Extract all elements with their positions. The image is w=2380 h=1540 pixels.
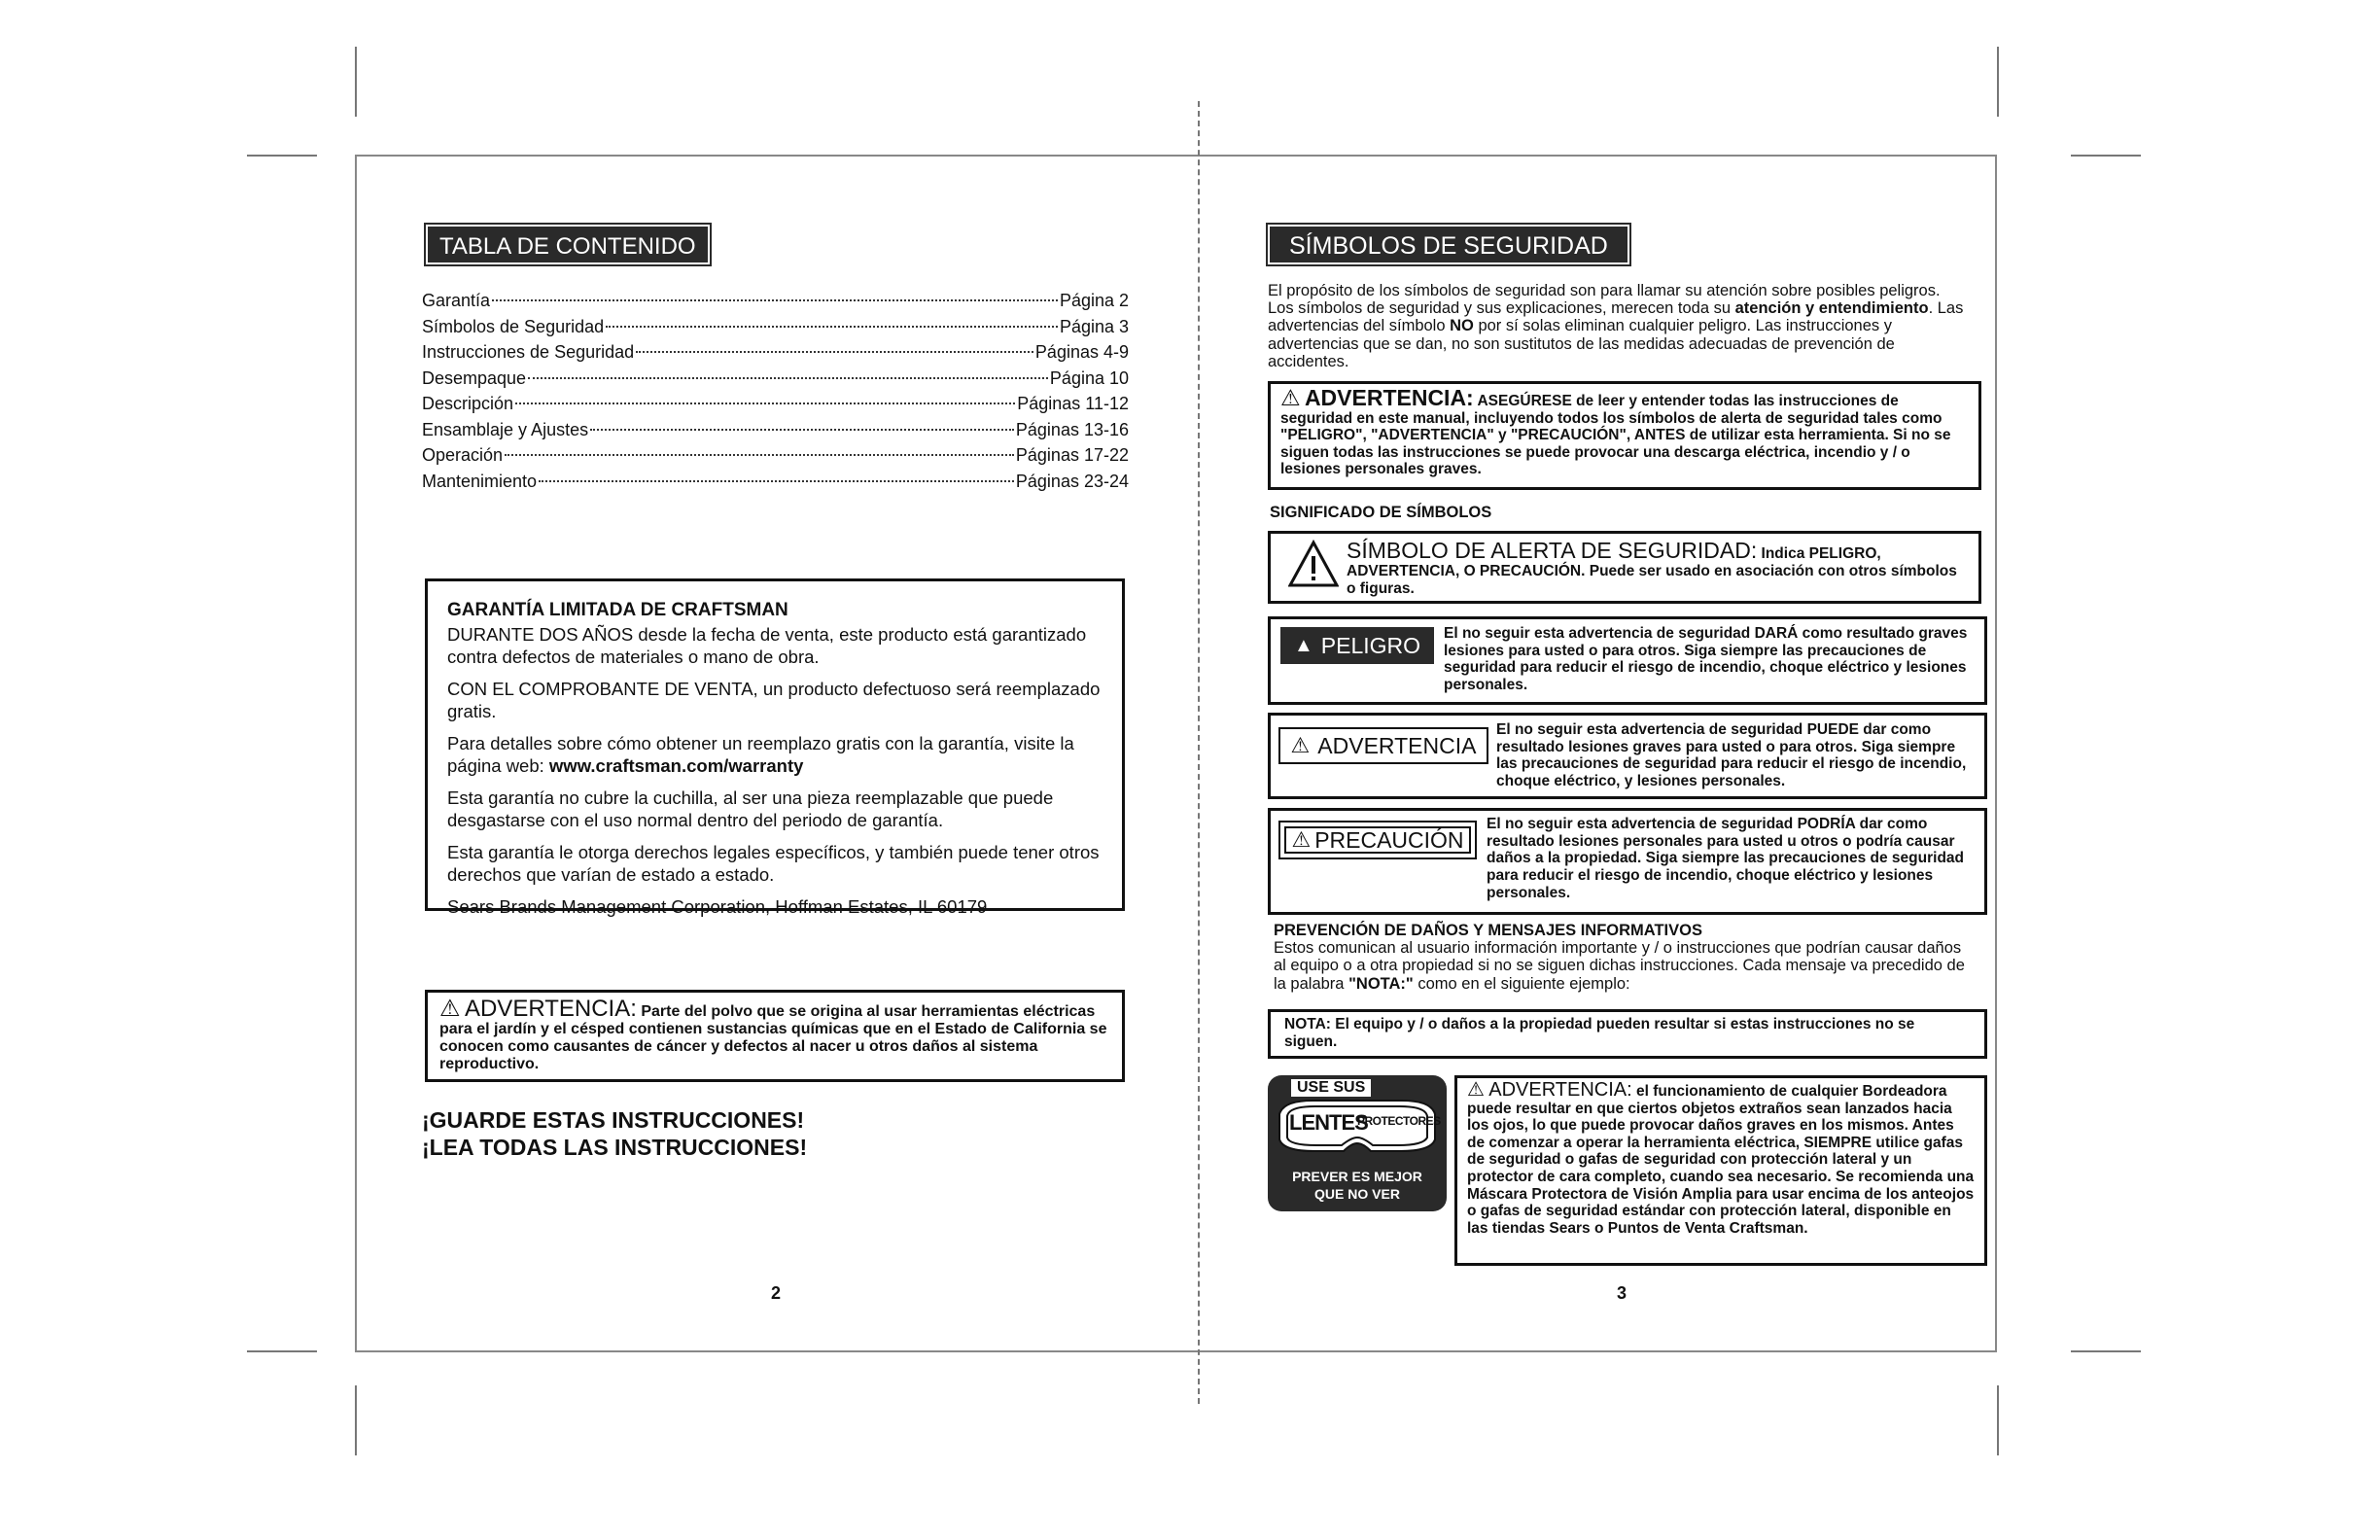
crop-mark <box>247 1350 317 1352</box>
warning-description: El no seguir esta advertencia de seguridad PUEDE dar como resultado lesiones graves para usted o para otros. Siga siempre las precauciones de seguridad para reducir el riesgo de incendio, choque eléctrico, y lesiones personales. <box>1496 721 1967 790</box>
read-instructions-line: ¡LEA TODAS LAS INSTRUCCIONES! <box>422 1135 808 1160</box>
warranty-box <box>425 578 1125 917</box>
danger-label <box>1280 627 1434 664</box>
toc-page: Páginas 13-16 <box>1015 419 1129 439</box>
intro-text: por sí solas eliminan cualquier peligro. Las instrucciones y advertencias que se dan, no son sustitutos de las medidas adecuadas de prevención de accidentes. <box>1268 317 1895 370</box>
toc-row[interactable] <box>422 469 1129 495</box>
warning-heading: ADVERTENCIA: <box>1488 1079 1632 1101</box>
toc-label: Operación <box>422 445 504 465</box>
safety-alert-symbol-box <box>1268 531 1981 604</box>
alert-heading: SÍMBOLO DE ALERTA DE SEGURIDAD: <box>1347 538 1758 563</box>
toc-label: Descripción <box>422 394 514 413</box>
warning-triangle-icon: ⚠ <box>439 996 461 1022</box>
goggles-lentes-text: LENTES <box>1289 1110 1368 1135</box>
toc-row[interactable] <box>422 314 1129 340</box>
toc-label: Símbolos de Seguridad <box>422 316 605 336</box>
caution-label <box>1278 821 1477 859</box>
warning-label <box>1278 727 1488 764</box>
california-warning-box <box>425 990 1125 1082</box>
toc-row[interactable] <box>422 391 1129 417</box>
goggles-slogan-line1: PREVER ES MEJOR <box>1292 1169 1422 1184</box>
intro-emphasis: atención y entendimiento <box>1734 299 1929 318</box>
safety-goggles-badge <box>1268 1075 1447 1211</box>
crop-mark <box>355 47 357 117</box>
danger-label-text: PELIGRO <box>1320 632 1421 658</box>
warning-triangle-icon: ⚠ <box>1290 733 1311 757</box>
danger-description: El no seguir esta advertencia de seguridad DARÁ como resultado graves lesiones para usted o para otros. Siga siempre las precauciones de seguridad para reducir el riesgo de incendio, choque eléctrico y lesiones personales. <box>1444 625 1968 694</box>
warranty-text: DURANTE DOS AÑOS desde la fecha de venta, este producto está garantizado contra defectos de materiales o mano de obra. <box>447 624 1087 667</box>
damage-prevention-text: como en el siguiente ejemplo: <box>1418 974 1630 993</box>
toc-leader <box>492 299 1058 301</box>
warning-text: Parte del polvo que se origina al usar herramientas eléctricas para el jardín y el césped contienen sustancias químicas que en el Estado de California se conocen como causantes de cáncer y defectos al nacer u otros daños al sistema reproductivo. <box>439 1003 1107 1072</box>
toc-page: Página 2 <box>1059 291 1129 310</box>
warranty-text: Esta garantía no cubre la cuchilla, al ser una pieza reemplazable que puede desgastarse con el uso normal dentro del periodo de garantía. <box>447 788 1054 830</box>
toc-leader <box>636 351 1033 353</box>
save-instructions <box>422 1106 807 1161</box>
warranty-text <box>447 732 1102 777</box>
eye-protection-warning-box <box>1454 1075 1987 1266</box>
intro-emphasis: NO <box>1450 317 1474 335</box>
toc-title: TABLA DE CONTENIDO <box>426 225 710 264</box>
warranty-text: Esta garantía le otorga derechos legales específicos, y también puede tener otros derechos que varían de estado a estado. <box>447 842 1100 885</box>
read-manual-warning-box <box>1268 381 1981 490</box>
warning-triangle-icon: ⚠ <box>1280 385 1301 410</box>
caution-description: El no seguir esta advertencia de seguridad PODRÍA dar como resultado lesiones personales para usted u otros o podría causar daños a la propiedad. Siga siempre las precauciones de seguridad para reducir el riesgo de incendio, choque eléctrico y lesiones personales. <box>1487 816 1964 901</box>
safety-alert-triangle-icon <box>1288 540 1339 588</box>
intro-text: El propósito de los símbolos de seguridad son para llamar su atención sobre posibles peligros. Los símbolos de seguridad y sus explicaciones, merecen toda su <box>1268 282 1941 318</box>
warranty-title: GARANTÍA LIMITADA DE CRAFTSMAN <box>447 600 788 620</box>
crop-mark <box>2071 1350 2141 1352</box>
alert-text: Indica PELIGRO, ADVERTENCIA, O PRECAUCIÓN. Puede ser usado en asociación con otros símbolos o figuras. <box>1347 545 1957 597</box>
toc-row[interactable] <box>422 339 1129 366</box>
warranty-text: CON EL COMPROBANTE DE VENTA, un producto defectuoso será reemplazado gratis. <box>447 679 1101 721</box>
toc-label: Garantía <box>422 291 491 310</box>
toc-page: Páginas 11-12 <box>1017 394 1129 413</box>
symbols-meaning-heading: SIGNIFICADO DE SÍMBOLOS <box>1270 504 1492 521</box>
damage-prevention-text: Estos comunican al usuario información importante y / o instrucciones que podrían causar daños al equipo o a otra propiedad si no se siguen dichas instrucciones. Cada mensaje va precedido de la palabra <box>1274 939 1965 993</box>
danger-level-box <box>1268 616 1987 705</box>
save-instructions-line: ¡GUARDE ESTAS INSTRUCCIONES! <box>422 1107 805 1133</box>
toc-leader <box>606 326 1058 328</box>
toc-page: Página 10 <box>1049 368 1129 388</box>
toc-page: Página 3 <box>1059 316 1129 336</box>
crop-mark <box>355 1385 357 1455</box>
warning-text: el funcionamiento de cualquier Bordeadora puede resultar en que ciertos objetos extraños sean lanzados hacia los ojos, lo que puede provocar daños graves en los mismos. Antes de comenzar a operar la herramienta eléctrica, SIEMPRE utilice gafas de seguridad o gafas de seguridad con protección lateral y un protector de cara completo, cuando sea necesario. Se recomienda una Máscara Protectora de Visión Amplia para usar encima de los anteojos o gafas de seguridad estándar con protección lateral, disponible en las tiendas Sears o Puntos de Venta Craftsman. <box>1467 1083 1975 1237</box>
caution-level-box <box>1268 808 1987 915</box>
warning-heading: ADVERTENCIA: <box>464 996 637 1022</box>
warning-triangle-icon: ⚠ <box>1467 1079 1485 1101</box>
toc-leader <box>539 480 1014 482</box>
nota-keyword: "NOTA:" <box>1348 974 1414 993</box>
toc-page: Páginas 23-24 <box>1015 471 1129 491</box>
toc-leader <box>505 454 1014 456</box>
goggles-slogan-line2: QUE NO VER <box>1314 1186 1400 1202</box>
warning-heading: ADVERTENCIA: <box>1304 385 1474 410</box>
warning-text: ASEGÚRESE de leer y entender todas las instrucciones de seguridad en este manual, incluyendo todos los símbolos de alerta de seguridad tales como "PELIGRO", "ADVERTENCIA" y "PRECAUCIÓN", ANTES de utilizar esta herramienta. Si no se siguen todas las instrucciones se puede provocar una descarga eléctrica, incendio y / o lesiones personales graves. <box>1280 393 1951 477</box>
warning-label-text: ADVERTENCIA <box>1317 732 1477 758</box>
toc-label: Mantenimiento <box>422 471 538 491</box>
toc-row[interactable] <box>422 442 1129 469</box>
intro-paragraph <box>1268 282 1968 370</box>
safety-symbols-title: SÍMBOLOS DE SEGURIDAD <box>1268 225 1629 264</box>
warning-level-box <box>1268 713 1987 799</box>
crop-mark <box>1997 1385 1999 1455</box>
toc-row[interactable] <box>422 417 1129 443</box>
table-of-contents <box>422 288 1129 494</box>
warning-triangle-icon: ▲ <box>1293 634 1313 656</box>
toc-leader <box>515 402 1015 404</box>
crop-mark <box>1997 47 1999 117</box>
warranty-url[interactable]: www.craftsman.com/warranty <box>548 755 804 776</box>
crop-mark <box>2071 155 2141 157</box>
toc-row[interactable] <box>422 288 1129 314</box>
goggles-protectores-text: PROTECTORES <box>1357 1114 1441 1128</box>
damage-prevention-section <box>1274 922 1974 993</box>
page-number-right: 3 <box>1617 1283 1628 1303</box>
page-number-left: 2 <box>771 1283 782 1303</box>
toc-page: Páginas 4-9 <box>1034 342 1129 362</box>
toc-leader <box>590 429 1014 431</box>
warning-triangle-icon: ⚠ <box>1291 827 1312 852</box>
toc-row[interactable] <box>422 366 1129 392</box>
center-fold-line <box>1198 101 1200 1404</box>
toc-label: Ensamblaje y Ajustes <box>422 419 589 439</box>
goggles-top-text: USE SUS <box>1291 1079 1371 1097</box>
toc-leader <box>528 377 1048 379</box>
note-example-box: NOTA: El equipo y / o daños a la propiedad pueden resultar si estas instrucciones no se siguen. <box>1268 1009 1987 1059</box>
intro-text: . Las advertencias del símbolo <box>1268 299 1964 335</box>
crop-mark <box>247 155 317 157</box>
toc-page: Páginas 17-22 <box>1015 445 1129 465</box>
damage-prevention-heading: PREVENCIÓN DE DAÑOS Y MENSAJES INFORMATIVOS <box>1274 922 1702 939</box>
toc-label: Desempaque <box>422 368 527 388</box>
caution-label-text: PRECAUCIÓN <box>1314 826 1464 853</box>
toc-label: Instrucciones de Seguridad <box>422 342 635 362</box>
warranty-text: Sears Brands Management Corporation, Hoffman Estates, IL 60179 <box>447 896 988 917</box>
warranty-text-part: Para detalles sobre cómo obtener un reemplazo gratis con la garantía, visite la página web: <box>447 733 1074 776</box>
